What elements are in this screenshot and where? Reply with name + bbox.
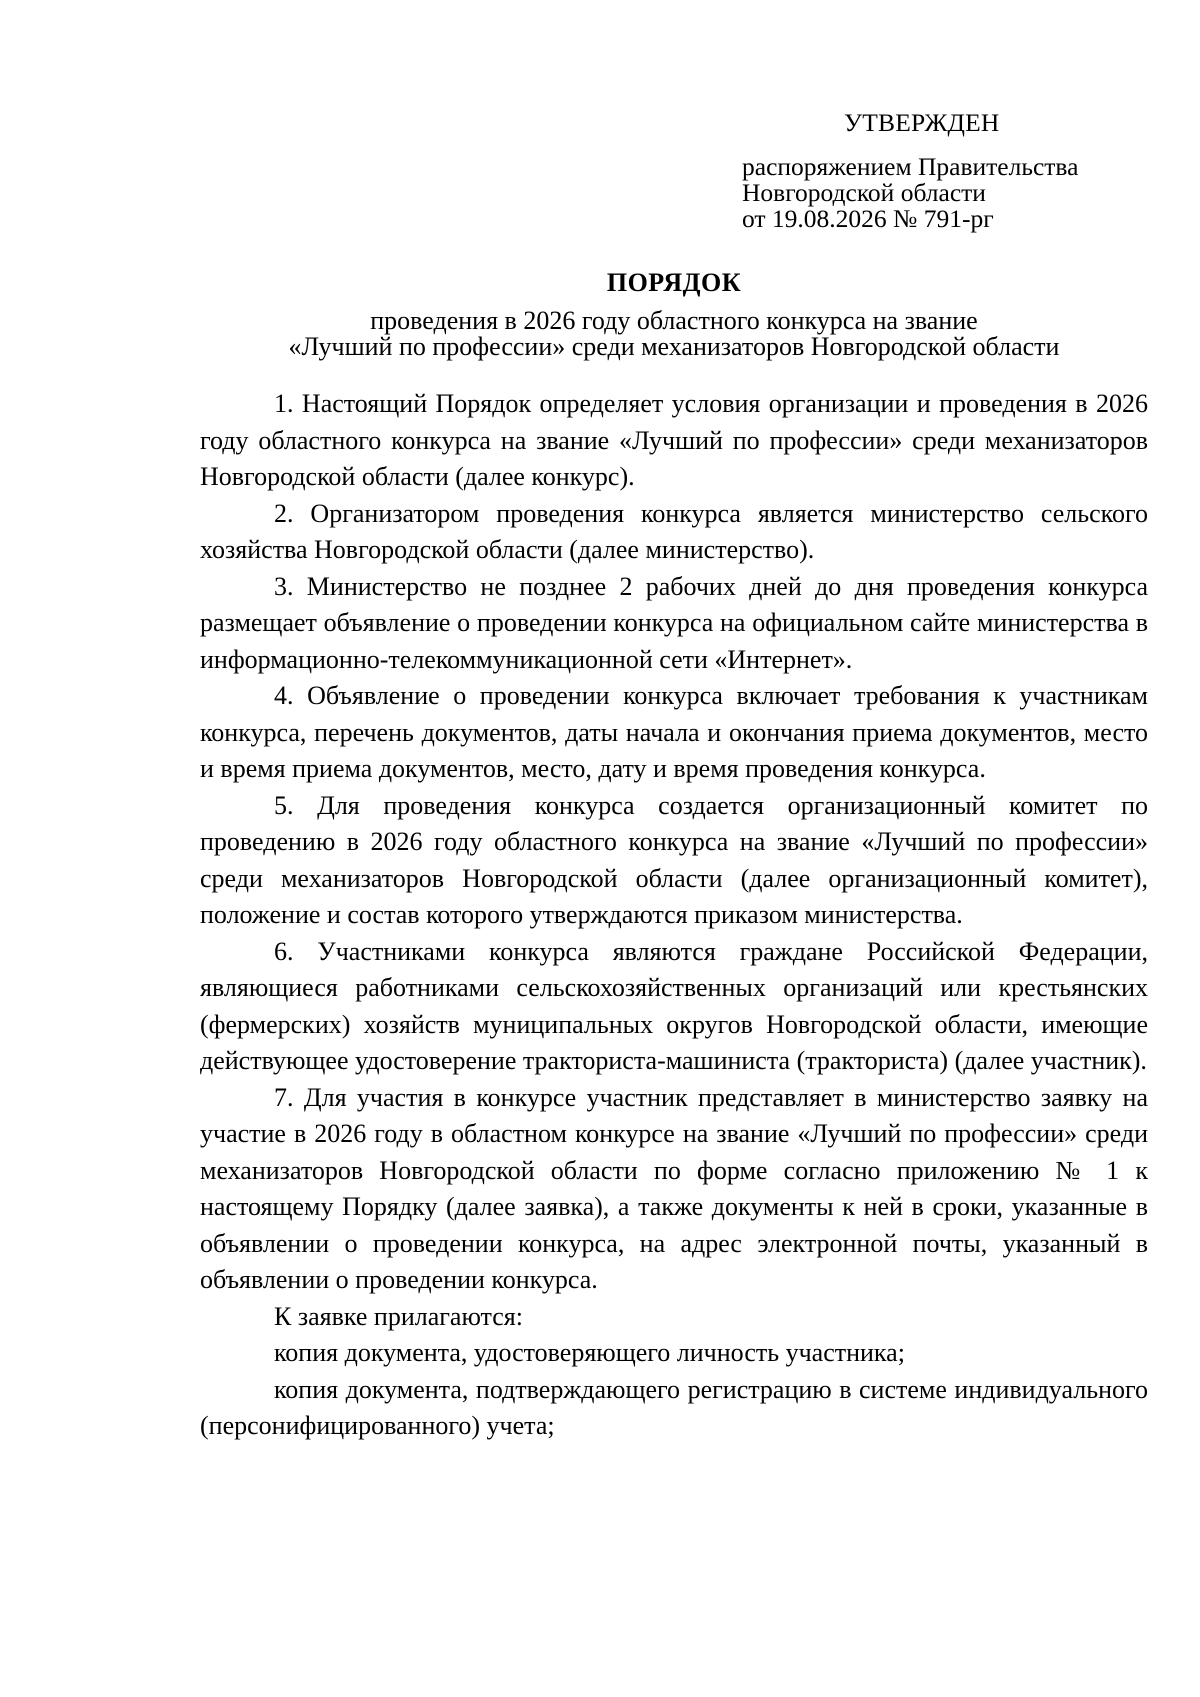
attachment-item-registration: копия документа, подтверждающего регистрацию в системе индивидуального (персонифицированного) учета; [200, 1374, 1148, 1440]
paragraph-5: 5. Для проведения конкурса создается организационный комитет по проведению в 2026 году областного конкурса на звание «Лучший по профессии» среди механизаторов Новгородской области (далее организационный комитет), положение и состав которого утверждаются приказом министерства. [200, 790, 1148, 929]
document-title: ПОРЯДОК [606, 268, 742, 297]
approval-line-date-number: от 19.08.2026 № 791-рг [742, 204, 994, 233]
approval-line-region: Новгородской области [742, 178, 986, 207]
paragraph-7: 7. Для участия в конкурсе участник представляет в министерство заявку на участие в 2026 году в областном конкурсе на звание «Лучший по профессии» среди механизаторов Новгородской области по форме согласно приложению № 1 к настоящему Порядку (далее заявка), а также документы к ней в сроки, указанные в объявлении о проведении конкурса, на адрес электронной почты, указанный в объявлении о проведении конкурса. [200, 1082, 1148, 1294]
document-body [200, 386, 1148, 1445]
paragraph-4: 4. Объявление о проведении конкурса включает требования к участникам конкурса, перечень документов, даты начала и окончания приема документов, место и время приема документов, место, дату и время проведения конкурса. [200, 681, 1148, 783]
paragraph-1: 1. Настоящий Порядок определяет условия организации и проведения в 2026 году областного конкурса на звание «Лучший по профессии» среди механизаторов Новгородской области (далее конкурс). [200, 389, 1148, 491]
document-subtitle-line-2: «Лучший по профессии» среди механизаторов Новгородской области [288, 332, 1060, 361]
paragraph-2: 2. Организатором проведения конкурса является министерство сельского хозяйства Новгородской области (далее министерство). [200, 498, 1148, 564]
document-title-block [200, 266, 1148, 360]
document-subtitle-line-1: проведения в 2026 году областного конкурса на звание [370, 306, 978, 335]
approval-heading: УТВЕРЖДЕН [844, 108, 1000, 137]
paragraph-3: 3. Министерство не позднее 2 рабочих дней до дня проведения конкурса размещает объявление о проведении конкурса на официальном сайте министерства в информационно-телекоммуникационной сети «Интернет». [200, 571, 1148, 674]
attachments-intro: К заявке прилагаются: [274, 1301, 523, 1331]
approval-stamp-block [742, 106, 1162, 232]
approval-line-order: распоряжением Правительства [742, 152, 1079, 181]
attachment-item-identity: копия документа, удостоверяющего личность участника; [274, 1338, 905, 1367]
paragraph-6: 6. Участниками конкурса являются граждане Российской Федерации, являющиеся работниками сельскохозяйственных организаций или крестьянских (фермерских) хозяйств муниципальных округов Новгородской области, имеющие действующее удостоверение тракториста-машиниста (тракториста) (далее участник). [200, 936, 1148, 1075]
